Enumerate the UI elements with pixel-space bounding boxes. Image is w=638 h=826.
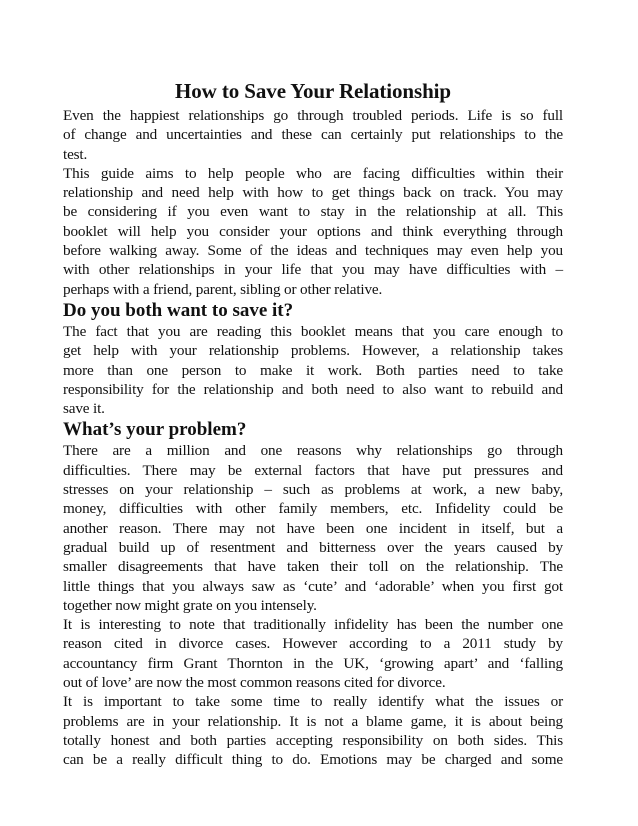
text-line: money, difficulties with other family members, etc. Infidelity could be xyxy=(63,500,563,518)
document-title: How to Save Your Relationship xyxy=(175,79,451,103)
section2-paragraph-3 xyxy=(63,692,563,769)
text-line: perhaps with a friend, parent, sibling or other relative. xyxy=(63,280,383,298)
text-line: of change and uncertainties and these can certainly put relationships to the xyxy=(63,126,563,144)
section2-paragraph-2 xyxy=(63,615,563,692)
document-page xyxy=(63,78,563,770)
text-line: This guide aims to help people who are facing difficulties within their xyxy=(63,164,563,182)
section1-paragraph-1 xyxy=(63,322,563,418)
text-line: out of love’ are now the most common reasons cited for divorce. xyxy=(63,674,446,692)
text-line: save it. xyxy=(63,400,105,418)
text-line: smaller disagreements that have taken their toll on the relationship. The xyxy=(63,558,563,576)
text-line: It is important to take some time to really identify what the issues or xyxy=(63,693,563,711)
text-line: booklet will help you consider your options and think everything through xyxy=(63,222,563,240)
text-line: problems are in your relationship. It is not a blame game, it is about being xyxy=(63,712,563,730)
text-line: can be a really difficult thing to do. Emotions may be charged and some xyxy=(63,751,563,769)
text-line: responsibility for the relationship and both need to also want to rebuild and xyxy=(63,380,563,398)
intro-paragraph-1 xyxy=(63,106,563,164)
text-line: totally honest and both parties accepting responsibility on both sides. This xyxy=(63,731,563,749)
text-line: stresses on your relationship – such as problems at work, a new baby, xyxy=(63,481,563,499)
text-line: It is interesting to note that traditionally infidelity has been the number one xyxy=(63,616,563,634)
text-line: another reason. There may not have been one incident in itself, but a xyxy=(63,519,563,537)
text-line: reason cited in divorce cases. However according to a 2011 study by xyxy=(63,635,563,653)
text-line: get help with your relationship problems. However, a relationship takes xyxy=(63,342,563,360)
text-line: difficulties. There may be external factors that have put pressures and xyxy=(63,461,563,479)
text-line: before walking away. Some of the ideas and techniques may even help you xyxy=(63,242,563,260)
text-line: The fact that you are reading this booklet means that you care enough to xyxy=(63,322,563,340)
text-line: There are a million and one reasons why relationships go through xyxy=(63,442,563,460)
text-line: little things that you always saw as ‘cute’ and ‘adorable’ when you first got xyxy=(63,577,563,595)
text-line: together now might grate on you intensely. xyxy=(63,596,317,614)
section-heading-whats-your-problem: What’s your problem? xyxy=(63,419,247,441)
text-line: test. xyxy=(63,145,88,163)
text-line: with other relationships in your life that you may have difficulties with – xyxy=(63,261,563,279)
intro-paragraph-2 xyxy=(63,164,563,299)
text-line: more than one person to make it work. Both parties need to take xyxy=(63,361,563,379)
section2-paragraph-1 xyxy=(63,441,563,615)
section-heading-save-it: Do you both want to save it? xyxy=(63,299,294,321)
text-line: accountancy firm Grant Thornton in the UK, ‘growing apart’ and ‘falling xyxy=(63,654,563,672)
text-line: relationship and need help with how to get things back on track. You may xyxy=(63,184,563,202)
text-line: gradual build up of resentment and bitterness over the years caused by xyxy=(63,538,563,556)
text-line: Even the happiest relationships go through troubled periods. Life is so full xyxy=(63,107,563,124)
text-line: be considering if you even want to stay in the relationship at all. This xyxy=(63,203,563,221)
